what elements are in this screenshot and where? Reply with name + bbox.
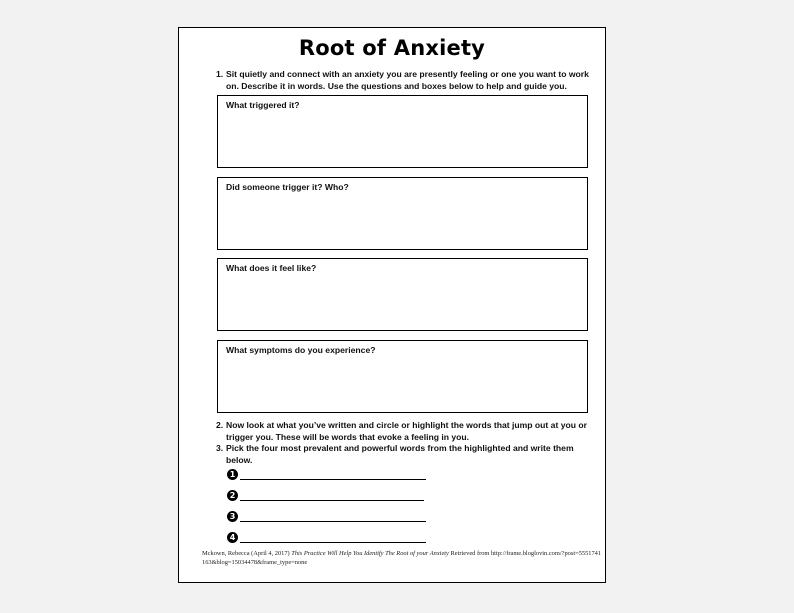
- worksheet-page: [178, 27, 606, 583]
- citation-author: Mckown, Rebecca (April 4, 2017): [202, 550, 290, 557]
- step-text: Now look at what you’ve written and circle or highlight the words that jump out at you or trigger you. These will be words that evoke a feeling in you.: [226, 420, 587, 442]
- answer-box-who-triggered[interactable]: [217, 177, 588, 250]
- instruction-step-3: [216, 443, 591, 466]
- box-question-label: What symptoms do you experience?: [226, 345, 376, 355]
- step-number: 3.: [216, 443, 224, 453]
- step-number: 1.: [216, 69, 224, 79]
- write-line: [240, 521, 426, 522]
- answer-box-triggered[interactable]: [217, 95, 588, 168]
- step-text: Sit quietly and connect with an anxiety you are presently feeling or one you want to work on. Describe it in words. Use the questions and boxes below to help and guide you.: [226, 69, 589, 91]
- write-line: [240, 479, 426, 480]
- word-line-2[interactable]: [227, 490, 427, 502]
- step-text: Pick the four most prevalent and powerful words from the highlighted and write them below.: [226, 443, 574, 465]
- write-line: [240, 542, 426, 543]
- word-line-4[interactable]: [227, 532, 427, 544]
- write-line: [240, 500, 424, 501]
- citation-article: This Practice Will Help You Identify The Root of your Anxiety: [291, 550, 449, 557]
- number-three-circle-icon: 3: [227, 511, 238, 522]
- number-two-circle-icon: 2: [227, 490, 238, 501]
- citation: [202, 549, 602, 567]
- number-four-circle-icon: 4: [227, 532, 238, 543]
- page-title: Root of Anxiety: [298, 36, 486, 60]
- instruction-step-1: [216, 69, 591, 92]
- box-question-label: What triggered it?: [226, 100, 300, 110]
- citation-retrieved: Retrieved from http://frame.bloglovin.com/?post=5551741163&blog=15034478&frame_type=none: [202, 550, 602, 566]
- word-line-1[interactable]: [227, 469, 427, 481]
- box-question-label: Did someone trigger it? Who?: [226, 182, 349, 192]
- number-one-circle-icon: 1: [227, 469, 238, 480]
- word-line-3[interactable]: [227, 511, 427, 523]
- box-question-label: What does it feel like?: [226, 263, 317, 273]
- answer-box-feel-like[interactable]: [217, 258, 588, 331]
- answer-box-symptoms[interactable]: [217, 340, 588, 413]
- step-number: 2.: [216, 420, 224, 430]
- instruction-step-2: [216, 420, 591, 443]
